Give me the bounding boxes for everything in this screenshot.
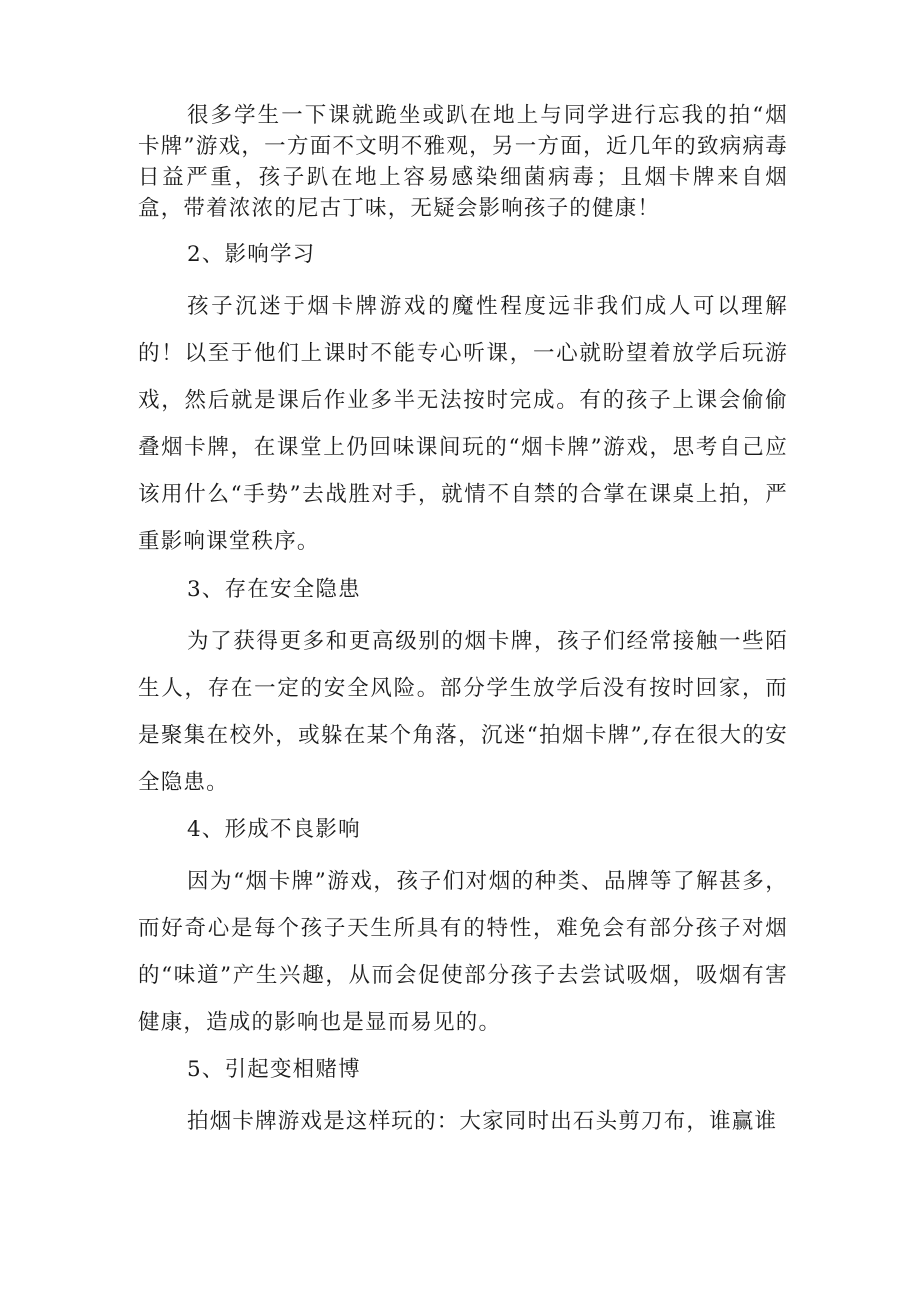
heading-bad-influence: 4、形成不良影响 (187, 817, 361, 842)
paragraph-safety-risk: 为了获得更多和更高级别的烟卡牌，孩子们经常接触一些陌生人，存在一定的安全风险。部分学生放学后没有按时回家，而是聚集在校外，或躲在某个角落，沉迷“拍烟卡牌”,存在很大的安全隐患。 (138, 629, 788, 795)
heading-safety-risk: 3、存在安全隐患 (187, 577, 361, 602)
heading-gambling: 5、引起变相赌博 (187, 1057, 361, 1082)
paragraph-bad-influence: 因为“烟卡牌”游戏，孩子们对烟的种类、品牌等了解甚多，而好奇心是每个孩子天生所具有的特性，难免会有部分孩子对烟的“味道”产生兴趣，从而会促使部分孩子去尝试吸烟，吸烟有害健康，造成的影响也是显而易见的。 (138, 869, 788, 1035)
paragraph-affect-study: 孩子沉迷于烟卡牌游戏的魔性程度远非我们成人可以理解的！以至于他们上课时不能专心听课，一心就盼望着放学后玩游戏，然后就是课后作业多半无法按时完成。有的孩子上课会偷偷叠烟卡牌，在课堂上仍回味课间玩的“烟卡牌”游戏，思考自己应该用什么“手势”去战胜对手，就情不自禁的合掌在课桌上拍，严重影响课堂秩序。 (138, 294, 788, 554)
paragraph-gambling: 拍烟卡牌游戏是这样玩的：大家同时出石头剪刀布，谁赢谁 (187, 1109, 778, 1134)
heading-affect-study: 2、影响学习 (187, 242, 316, 267)
paragraph-health-impact: 很多学生一下课就跪坐或趴在地上与同学进行忘我的拍“烟卡牌”游戏，一方面不文明不雅观，另一方面，近几年的致病病毒日益严重，孩子趴在地上容易感染细菌病毒；且烟卡牌来自烟盒，带着浓浓的尼古丁味，无疑会影响孩子的健康！ (138, 103, 788, 221)
